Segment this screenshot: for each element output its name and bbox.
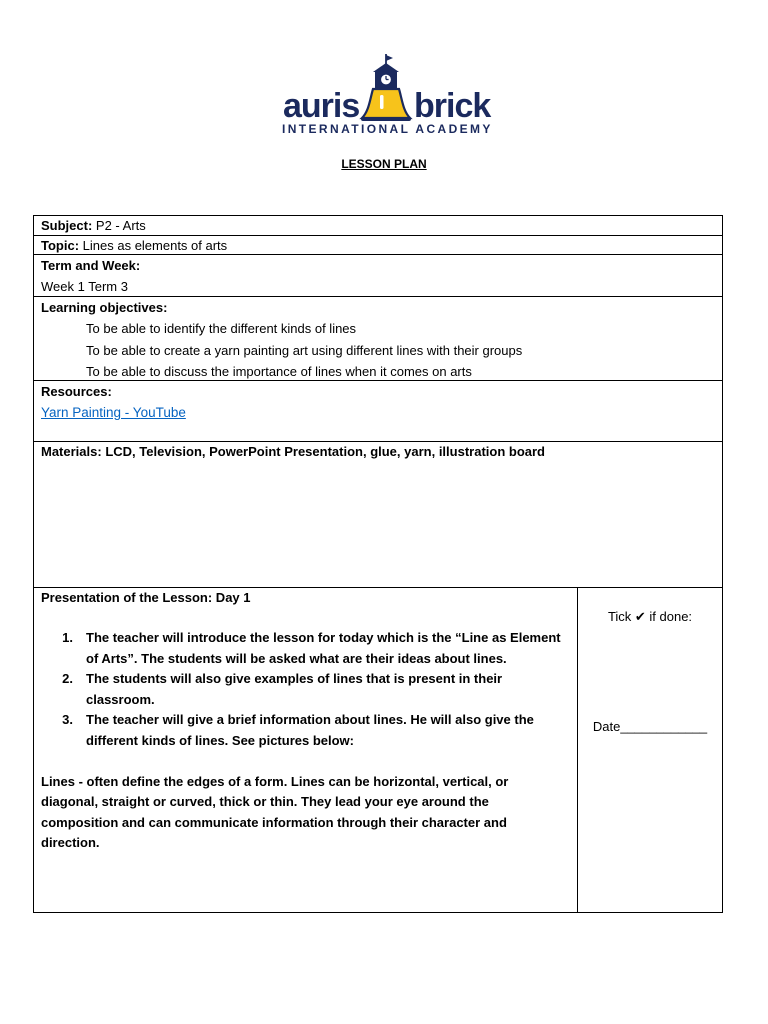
list-item-number: 3. [62,712,73,728]
completion-cell [578,588,722,912]
resource-link-yarn-painting[interactable]: Yarn Painting - YouTube [41,405,186,420]
bell-tower-icon [359,53,413,123]
bell-highlight [380,95,384,109]
presentation-steps-list [41,628,577,752]
subject-row [34,216,722,236]
paragraph-line: diagonal, straight or curved, thick or thin. They lead your eye around the [41,794,489,810]
topic-row [34,236,722,255]
list-item-number: 2. [62,671,73,687]
list-item [41,669,577,710]
list-item-line: of Arts”. The students will be asked what are their ideas about lines. [86,650,507,666]
list-item-line: classroom. [86,691,155,707]
list-item-line: different kinds of lines. See pictures below: [86,732,354,748]
lesson-plan-table [33,215,723,913]
presentation-row [34,588,722,912]
resources-label: Resources: [41,384,112,399]
logo-word-brick: brick [414,87,491,125]
lines-definition-paragraph [41,772,577,854]
list-item [41,710,577,751]
flag [386,55,393,61]
tick-if-done-label: Tick ✔ if done: [607,609,693,624]
logo-tagline: INTERNATIONAL ACADEMY [282,122,493,136]
list-item-line: The students will also give examples of lines that is present in their [86,671,503,687]
bell-rim [361,117,411,121]
tower-roof [373,63,399,72]
objective-item: To be able to identify the different kinds of lines [86,321,357,337]
paragraph-line: direction. [41,835,100,851]
learning-objectives-row [34,297,722,381]
materials-value: LCD, Television, PowerPoint Presentation, glue, yarn, illustration board [105,444,545,459]
list-item-line: The teacher will introduce the lesson for today which is the “Line as Element [86,630,561,645]
presentation-title: Presentation of the Lesson: Day 1 [41,590,251,605]
paragraph-line: composition and can communicate information through their character and [41,814,507,830]
materials-label: Materials: [41,444,102,459]
document-title: LESSON PLAN [341,157,427,171]
resources-row [34,381,722,442]
term-week-row [34,255,722,297]
list-item-line: The teacher will give a brief information about lines. He will also give the [86,712,534,728]
learning-objectives-label: Learning objectives: [41,300,168,315]
term-week-label: Term and Week: [41,258,141,273]
topic-value: Lines as elements of arts [82,238,228,253]
date-blank: Date____________ [592,719,708,734]
objective-item: To be able to discuss the importance of lines when it comes on arts [86,364,472,380]
logo-word-auris: auris [283,87,360,125]
objective-item: To be able to create a yarn painting art using different lines with their groups [86,342,523,358]
presentation-content-cell [34,588,578,912]
bell-body [362,89,410,118]
materials-row [34,442,722,588]
paragraph-line: Lines - often define the edges of a form. Lines can be horizontal, vertical, or [41,773,509,789]
subject-label: Subject: [41,218,93,233]
topic-label: Topic: [41,238,80,253]
list-item-number: 1. [62,630,73,645]
resource-link-line [41,402,722,423]
term-week-value: Week 1 Term 3 [41,279,128,294]
list-item [41,628,577,669]
subject-value: P2 - Arts [95,218,146,233]
